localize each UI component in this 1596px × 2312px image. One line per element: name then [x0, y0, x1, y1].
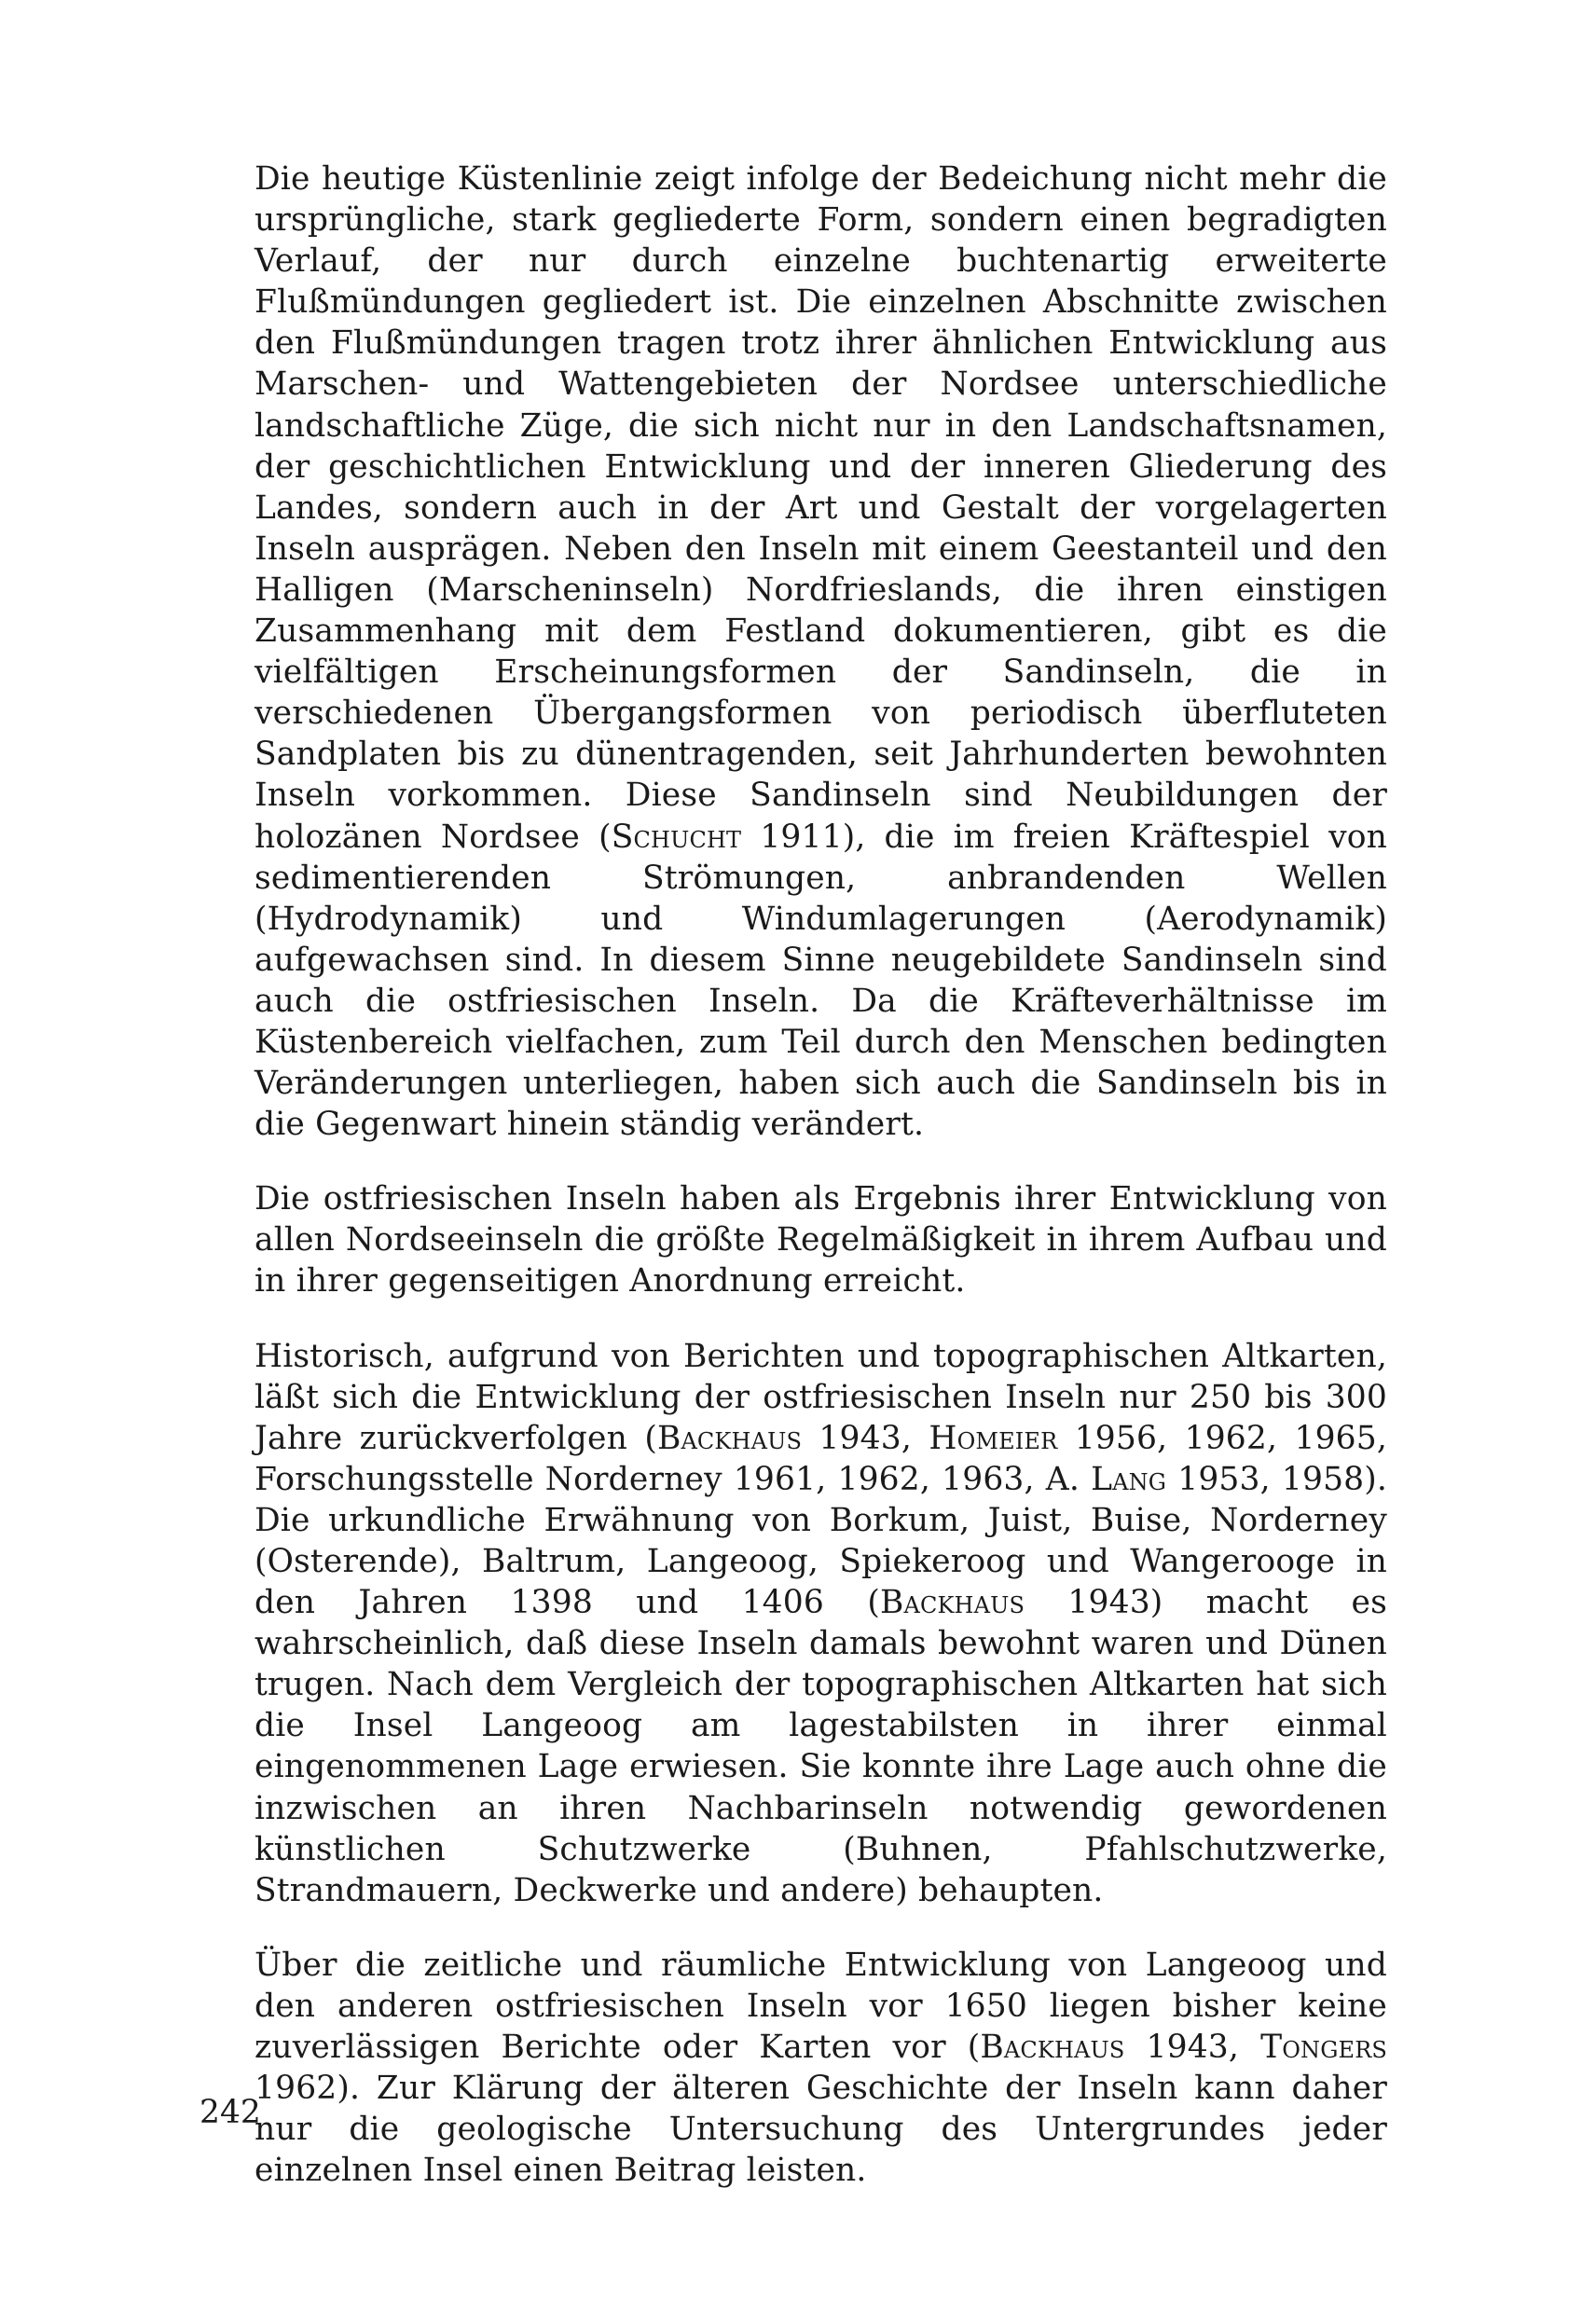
page-body	[255, 158, 1387, 2191]
text-segment: Über die zeitliche und räumliche Entwicklung von Langeoog und den anderen ostfriesischen Inseln vor 1650 liegen bisher keine zuverlässigen Berichte oder Karten vor (	[255, 1946, 1387, 2067]
text-segment: 1911), die im freien Kräftespiel von sedimentierenden Strömungen, anbrandenden Wellen (Hydrodynamik) und Windumlagerungen (Aerodynamik) aufgewachsen sind. In diesem Sinne neugebildete Sandinseln sind auch die ostfriesischen Inseln. Da die Kräfteverhältnisse im Küstenbereich vielfachen, zum Teil durch den Menschen bedingten Veränderungen unterliegen, haben sich auch die Sandinseln bis in die Gegenwart hinein ständig verändert.	[255, 818, 1387, 1144]
text-segment: 1956, 1962, 1965, Forschungsstelle Norderney 1961, 1962, 1963, A.	[255, 1419, 1388, 1498]
text-segment: 1943,	[802, 1419, 929, 1457]
paragraph-1	[255, 158, 1387, 1145]
author-citation: Schucht	[611, 818, 742, 856]
paragraph-3	[255, 1336, 1387, 1911]
text-segment: Die ostfriesischen Inseln haben als Ergebnis ihrer Entwicklung von allen Nordseeinseln die größte Regelmäßigkeit in ihrem Aufbau und in ihrer gegenseitigen Anordnung erreicht.	[255, 1180, 1387, 1300]
text-segment: 1943,	[1124, 2029, 1261, 2067]
text-segment: 1953, 1958). Die urkundliche Erwähnung von Borkum, Juist, Buise, Norderney (Osterende), Baltrum, Langeoog, Spiekeroog und Wangerooge in den Jahren 1398 und 1406 (	[255, 1460, 1387, 1622]
author-citation: Lang	[1091, 1460, 1167, 1498]
text-segment: 1943) macht es wahrscheinlich, daß diese Inseln damals bewohnt waren und Dünen trugen. Nach dem Vergleich der topographischen Altkarten hat sich die Insel Langeoog am lagestabilsten in ihrer einmal eingenommenen Lage erwiesen. Sie konnte ihre Lage auch ohne die inzwischen an ihren Nachbarinseln notwendig gewordenen künstlichen Schutzwerke (Buhnen, Pfahlschutzwerke, Strandmauern, Deckwerke und andere) behaupten.	[255, 1584, 1387, 1909]
author-citation: Backhaus	[879, 1584, 1025, 1622]
paragraph-2	[255, 1178, 1387, 1301]
page-number: 242	[200, 2094, 261, 2131]
author-citation: Homeier	[929, 1419, 1058, 1457]
author-citation: Backhaus	[980, 2029, 1125, 2067]
text-segment: 1962). Zur Klärung der älteren Geschichte der Inseln kann daher nur die geologische Untersuchung des Untergrundes jeder einzelnen Insel einen Beitrag leisten.	[255, 2070, 1387, 2190]
author-citation: Backhaus	[656, 1419, 803, 1457]
author-citation: Tongers	[1260, 2029, 1388, 2067]
paragraph-4	[255, 1945, 1387, 2192]
text-segment: Die heutige Küstenlinie zeigt infolge der Bedeichung nicht mehr die ursprüngliche, stark gegliederte Form, sondern einen begradigten Verlauf, der nur durch einzelne buchtenartig erweiterte Flußmündungen gegliedert ist. Die einzelnen Abschnitte zwischen den Flußmündungen tragen trotz ihrer ähnlichen Entwicklung aus Marschen- und Wattengebieten der Nordsee unterschiedliche landschaftliche Züge, die sich nicht nur in den Landschaftsnamen, der geschichtlichen Entwicklung und der inneren Gliederung des Landes, sondern auch in der Art und Gestalt der vorgelagerten Inseln ausprägen. Neben den Inseln mit einem Geestanteil und den Halligen (Marscheninseln) Nordfrieslands, die ihren einstigen Zusammenhang mit dem Festland dokumentieren, gibt es die vielfältigen Erscheinungsformen der Sandinseln, die in verschiedenen Übergangsformen von periodisch überfluteten Sandplaten bis zu dünentragenden, seit Jahrhunderten bewohnten Inseln vorkommen. Diese Sandinseln sind Neubildungen der holozänen Nordsee (	[255, 160, 1387, 856]
text-segment: Historisch, aufgrund von Berichten und topographischen Altkarten, läßt sich die Entwicklung der ostfriesischen Inseln nur 250 bis 300 Jahre zurückverfolgen (	[255, 1337, 1387, 1457]
